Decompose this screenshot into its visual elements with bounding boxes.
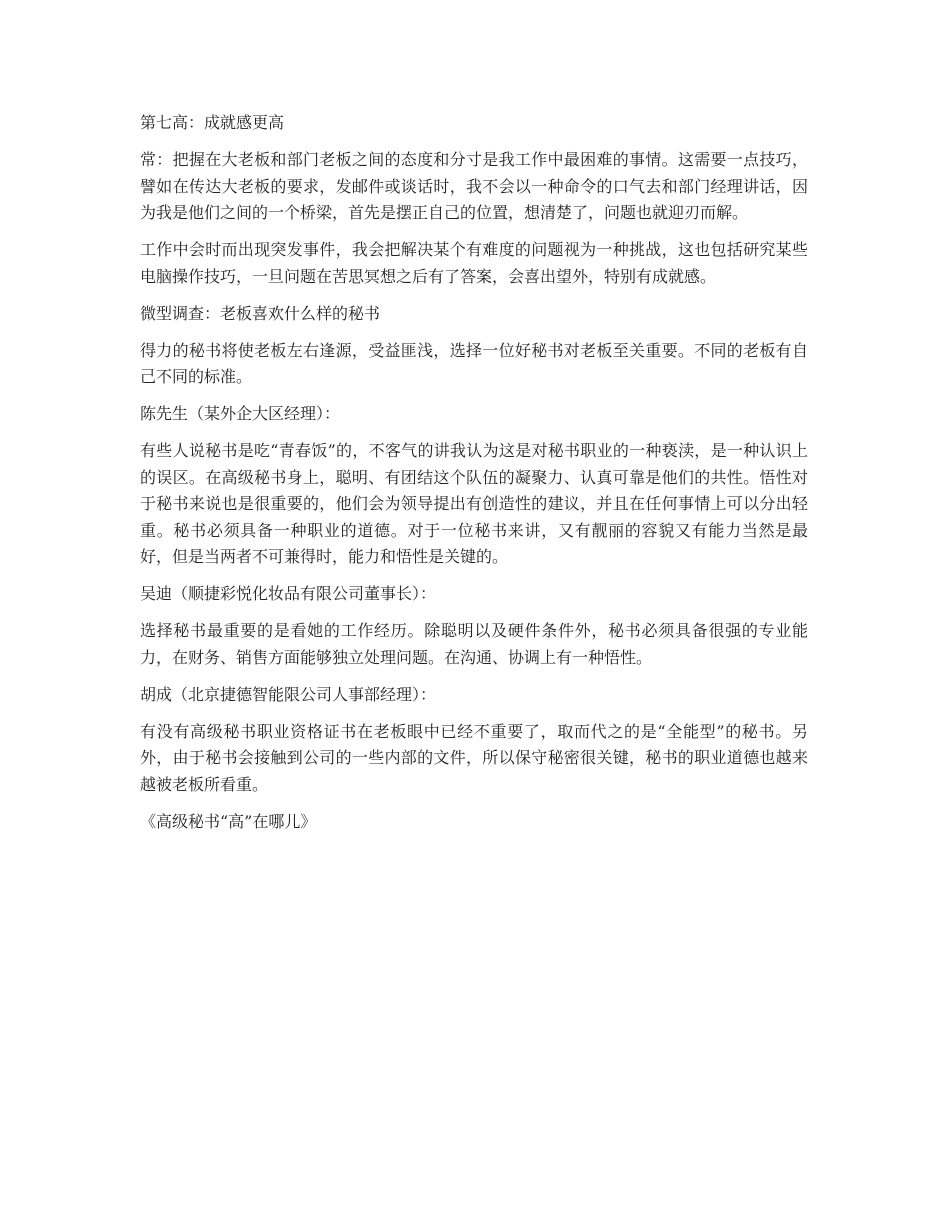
speaker-label: 吴迪（顺捷彩悦化妆品有限公司董事长）： bbox=[140, 584, 437, 603]
body-paragraph: 工作中会时而出现突发事件，我会把解决某个有难度的问题视为一种挑战，这也包括研究某些电脑操作技巧，一旦问题在苦思冥想之后有了答案，会喜出望外，特别有成就感。 bbox=[140, 240, 808, 286]
section-heading: 微型调查：老板喜欢什么样的秘书 bbox=[140, 303, 381, 323]
speaker-label: 胡成（北京捷德智能限公司人事部经理）： bbox=[140, 684, 437, 704]
body-paragraph: 选择秘书最重要的是看她的工作经历。除聪明以及硬件条件外，秘书必须具备很强的专业能力，在财务、销售方面能够独立处理问题。在沟通、协调上有一种悟性。 bbox=[140, 621, 808, 667]
speaker-label: 陈先生（某外企大区经理）： bbox=[140, 404, 341, 423]
section-heading: 第七高：成就感更高 bbox=[140, 113, 285, 132]
body-paragraph: 有些人说秘书是吃“青春饭”的，不客气的讲我认为这是对秘书职业的一种亵渎，是一种认识上的误区。在高级秘书身上，聪明、有团结这个队伍的凝聚力、认真可靠是他们的共性。悟性对于秘书来说也是很重要的，他们会为领导提出有创造性的建议，并且在任何事情上可以分出轻重。秘书必须具备一种职业的道德。对于一位秘书来讲，又有靓丽的容貌又有能力当然是最好，但是当两者不可兼得时，能力和悟性是关键的。 bbox=[140, 441, 808, 566]
source-title: 《高级秘书“高”在哪儿》 bbox=[140, 811, 317, 831]
body-paragraph: 得力的秘书将使老板左右逢源，受益匪浅，选择一位好秘书对老板至关重要。不同的老板有自己不同的标准。 bbox=[140, 340, 808, 386]
document-body bbox=[140, 110, 808, 846]
body-paragraph: 有没有高级秘书职业资格证书在老板眼中已经不重要了，取而代之的是“全能型”的秘书。另外，由于秘书会接触到公司的一些内部的文件，所以保守秘密很关键，秘书的职业道德也越来越被老板所看重。 bbox=[140, 721, 808, 794]
body-paragraph: 常：把握在大老板和部门老板之间的态度和分寸是我工作中最困难的事情。这需要一点技巧，譬如在传达大老板的要求，发邮件或谈话时，我不会以一种命令的口气去和部门经理讲话，因为我是他们之间的一个桥梁，首先是摆正自己的位置，想清楚了，问题也就迎刃而解。 bbox=[140, 150, 808, 222]
